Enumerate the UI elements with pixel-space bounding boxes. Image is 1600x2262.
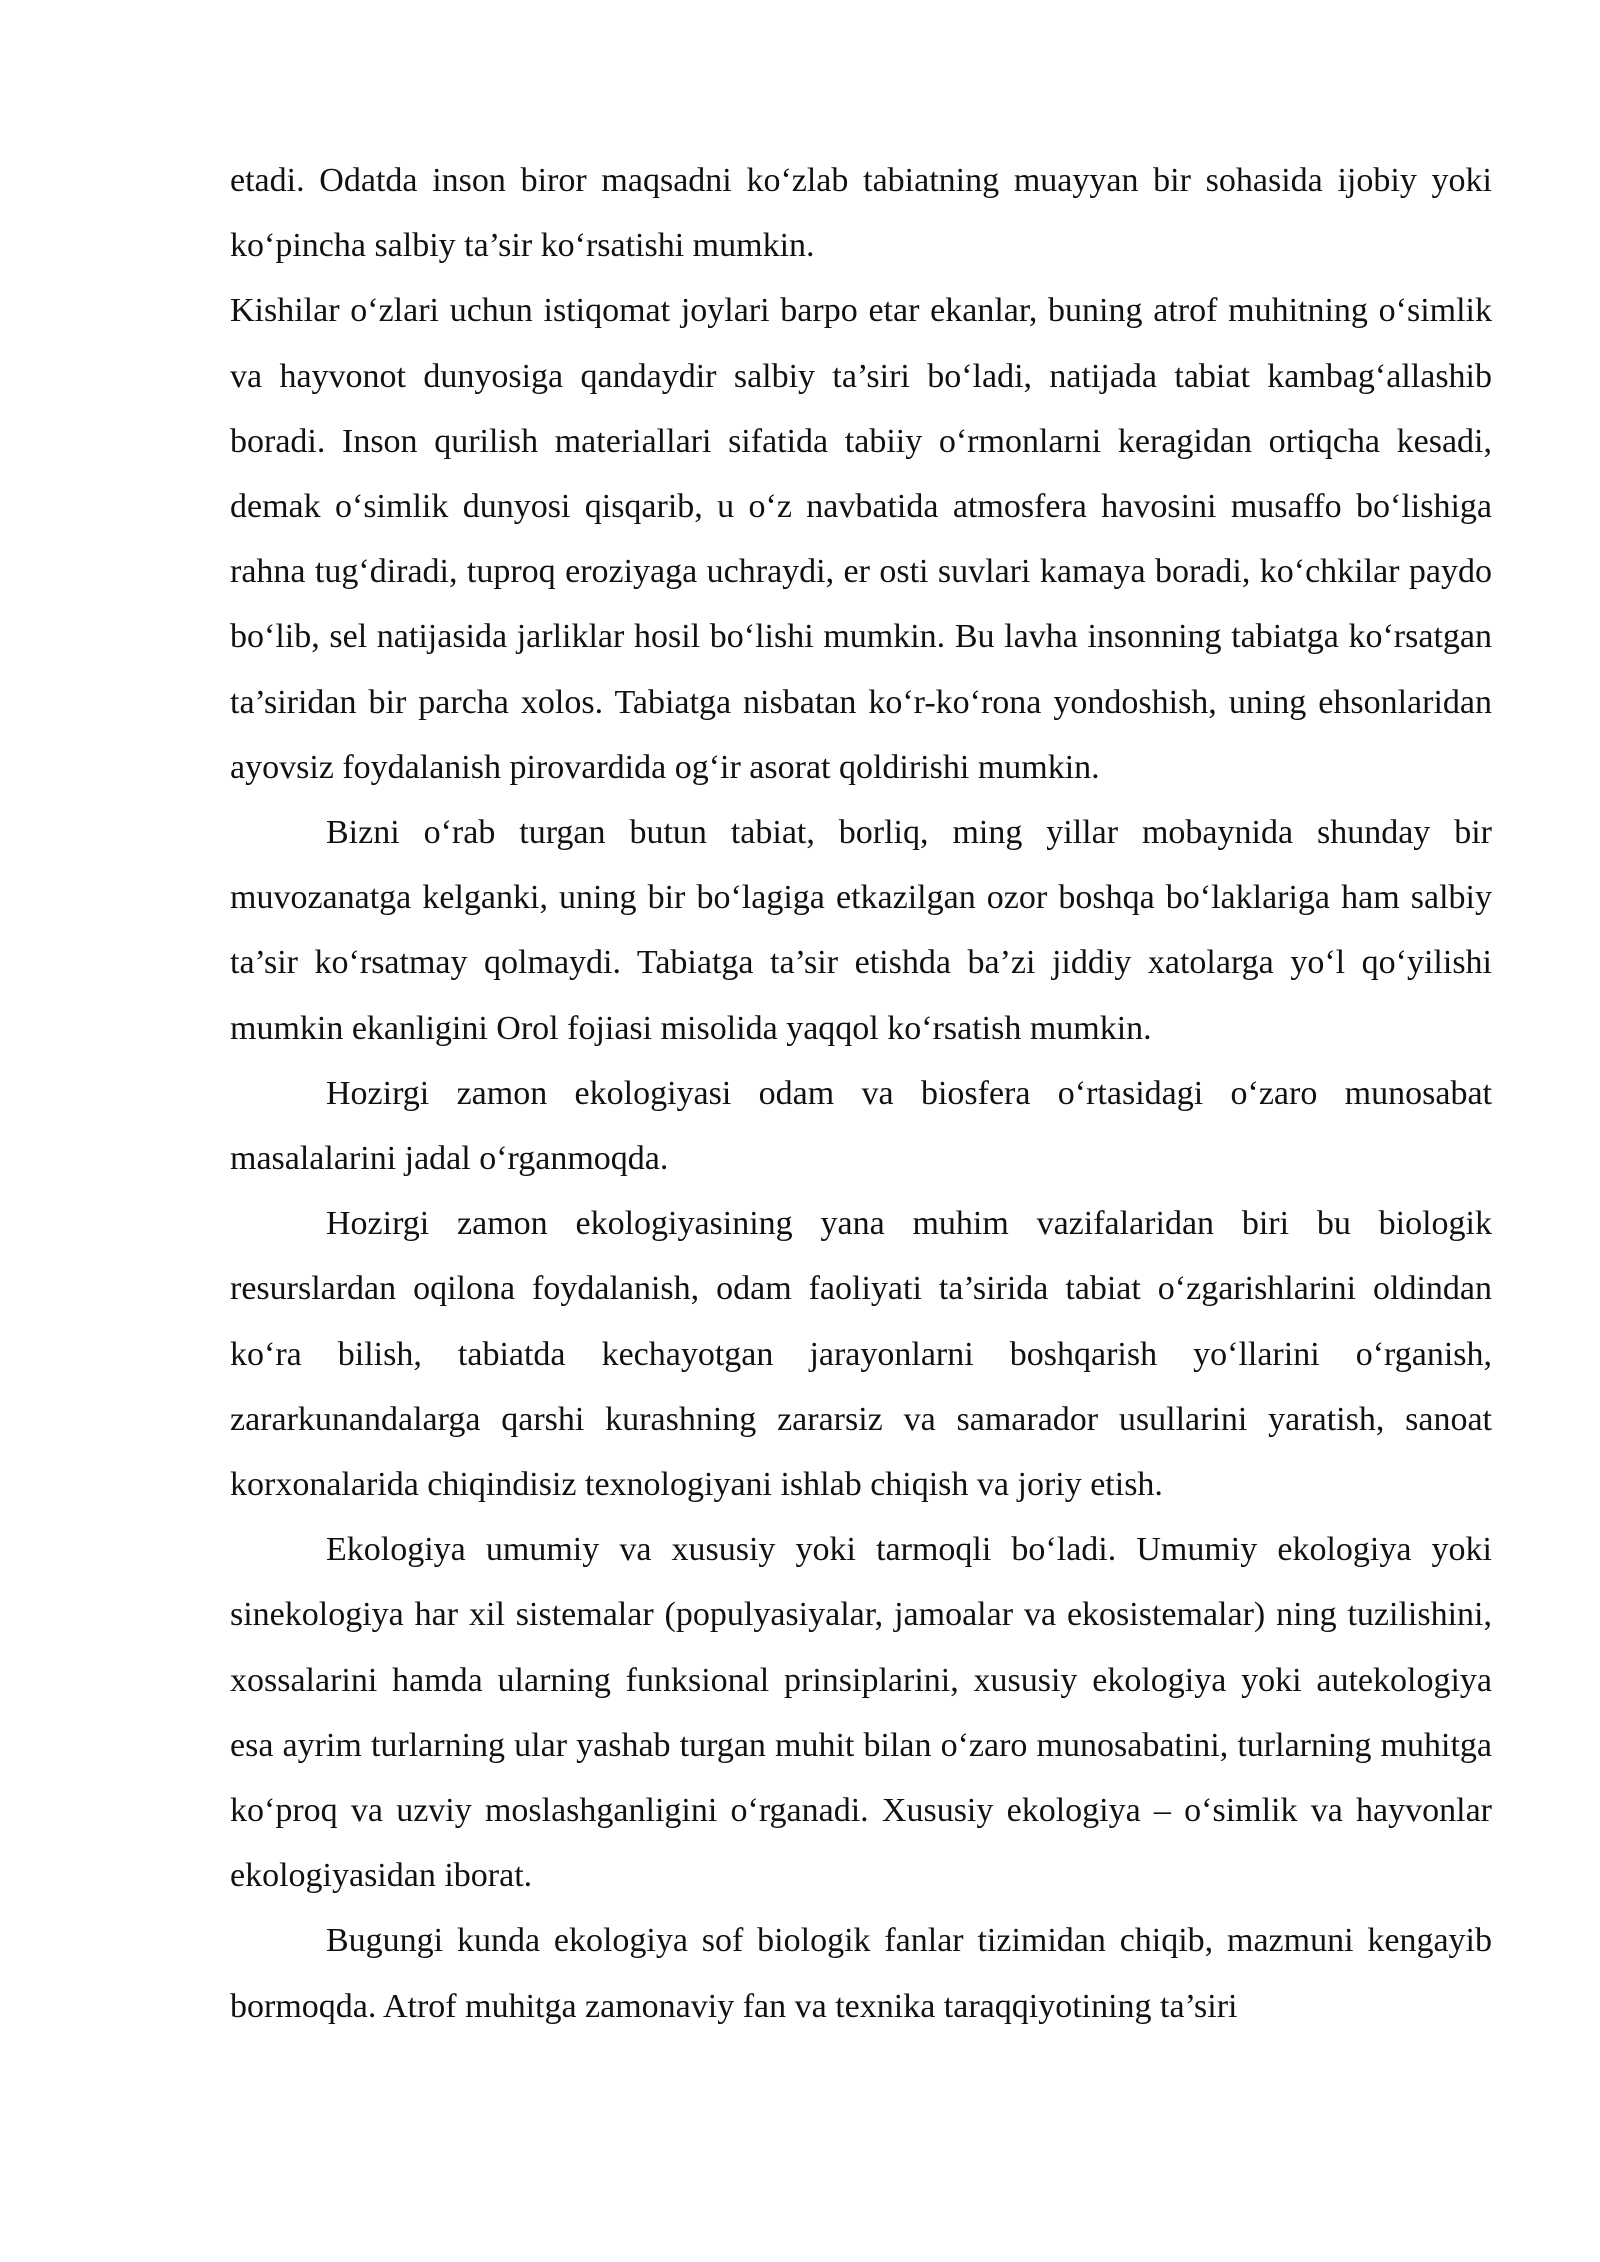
- paragraph-6: Ekologiya umumiy va xususiy yoki tarmoqli bo‘ladi. Umumiy ekologiya yoki sinekologiya har xil sistemalar (populyasiyalar, jamoalar va ekosistemalar) ning tuzilishini, xossalarini hamda ularning funksional prinsiplarini, xususiy ekologiya yoki autekologiya esa ayrim turlarning ular yashab turgan muhit bilan o‘zaro munosabatini, turlarning muhitga ko‘proq va uzviy moslashganligini o‘rganadi. Xususiy ekologiya – o‘simlik va hayvonlar ekologiyasidan iborat.: [230, 1531, 1492, 1895]
- paragraph-7: Bugungi kunda ekologiya sof biologik fanlar tizimidan chiqib, mazmuni kengayib bormoqda. Atrof muhitga zamonaviy fan va texnika taraqqiyotining ta’siri: [230, 1922, 1492, 2025]
- body-text: [230, 148, 1492, 2039]
- paragraph-5: Hozirgi zamon ekologiyasining yana muhim vazifalaridan biri bu biologik resurslardan oqilona foydalanish, odam faoliyati ta’sirida tabiat o‘zgarishlarini oldindan ko‘ra bilish, tabiatda kechayotgan jarayonlarni boshqarish yo‘llarini o‘rganish, zararkunandalarga qarshi kurashning zararsiz va samarador usullarini yaratish, sanoat korxonalarida chiqindisiz texnologiyani ishlab chiqish va joriy etish.: [230, 1205, 1492, 1504]
- paragraph-3: Bizni o‘rab turgan butun tabiat, borliq, ming yillar mobaynida shunday bir muvozanatga kelganki, uning bir bo‘lagiga etkazilgan ozor boshqa bo‘laklariga ham salbiy ta’sir ko‘rsatmay qolmaydi. Tabiatga ta’sir etishda ba’zi jiddiy xatolarga yo‘l qo‘yilishi mumkin ekanligini Orol fojiasi misolida yaqqol ko‘rsatish mumkin.: [230, 814, 1492, 1047]
- paragraph-1: etadi. Odatda inson biror maqsadni ko‘zlab tabiatning muayyan bir sohasida ijobiy yoki ko‘pincha salbiy ta’sir ko‘rsatishi mumkin.: [230, 162, 1492, 265]
- paragraph-4: Hozirgi zamon ekologiyasi odam va biosfera o‘rtasidagi o‘zaro munosabat masalalarini jadal o‘rganmoqda.: [230, 1074, 1492, 1178]
- paragraph-2: Kishilar o‘zlari uchun istiqomat joylari barpo etar ekanlar, buning atrof muhitning o‘simlik va hayvonot dunyosiga qandaydir salbiy ta’siri bo‘ladi, natijada tabiat kambag‘allashib boradi. Inson qurilish materiallari sifatida tabiiy o‘rmonlarni keragidan ortiqcha kesadi, demak o‘simlik dunyosi qisqarib, u o‘z navbatida atmosfera havosini musaffo bo‘lishiga rahna tug‘diradi, tuproq eroziyaga uchraydi, er osti suvlari kamaya boradi, ko‘chkilar paydo bo‘lib, sel natijasida jarliklar hosil bo‘lishi mumkin. Bu lavha insonning tabiatga ko‘rsatgan ta’siridan bir parcha xolos. Tabiatga nisbatan ko‘r-ko‘rona yondoshish, uning ehsonlaridan ayovsiz foydalanish pirovardida og‘ir asorat qoldirishi mumkin.: [230, 292, 1492, 786]
